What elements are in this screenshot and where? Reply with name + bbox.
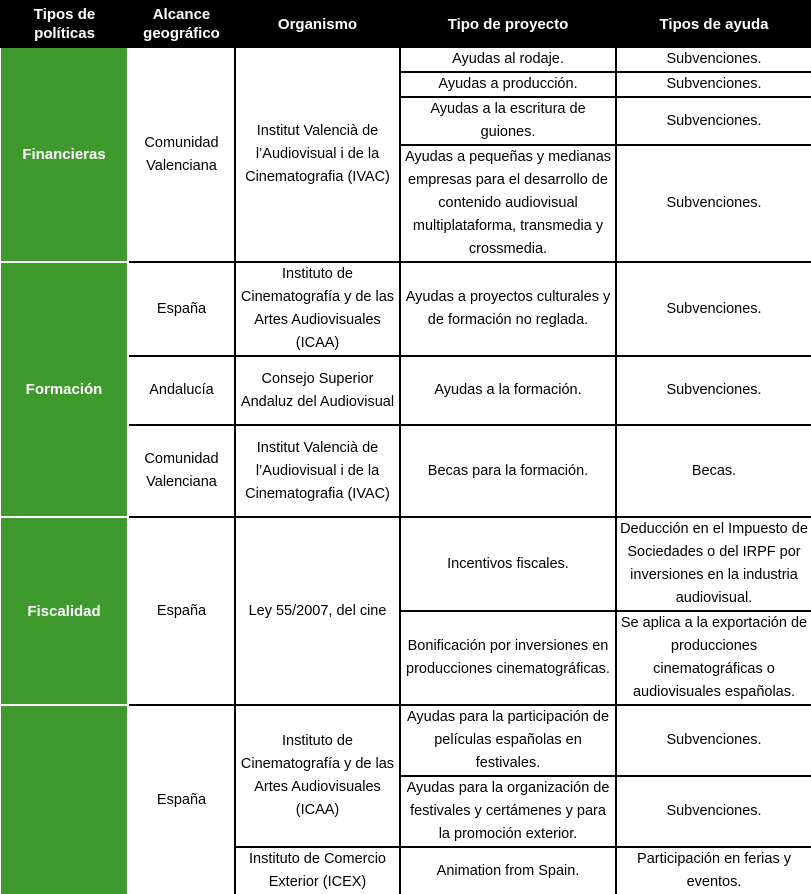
ayuda-cell: Subvenciones. bbox=[616, 262, 811, 356]
ayuda-cell: Subvenciones. bbox=[616, 97, 811, 145]
organismo-cell: Institut Valencià de l’Audiovisual i de la Cinematografia (IVAC) bbox=[235, 425, 400, 517]
policy-cell-formacion: Formación bbox=[1, 262, 128, 517]
ayuda-cell: Subvenciones. bbox=[616, 356, 811, 425]
proyecto-cell: Ayudas a la escritura de guiones. bbox=[400, 97, 616, 145]
table-row bbox=[1, 262, 811, 356]
proyecto-cell: Ayudas a la formación. bbox=[400, 356, 616, 425]
proyecto-cell: Ayudas al rodaje. bbox=[400, 47, 616, 72]
policy-cell-financieras: Financieras bbox=[1, 47, 128, 262]
proyecto-cell: Ayudas a proyectos culturales y de formación no reglada. bbox=[400, 262, 616, 356]
alcance-cell: España bbox=[128, 705, 235, 894]
alcance-cell: Andalucía bbox=[128, 356, 235, 425]
proyecto-cell: Ayudas para la organización de festivales y certámenes y para la promoción exterior. bbox=[400, 776, 616, 847]
organismo-cell: Instituto de Cinematografía y de las Artes Audiovisuales (ICAA) bbox=[235, 262, 400, 356]
proyecto-cell: Ayudas para la participación de películas españolas en festivales. bbox=[400, 705, 616, 776]
ayuda-cell: Subvenciones. bbox=[616, 705, 811, 776]
ayuda-cell: Deducción en el Impuesto de Sociedades o del IRPF por inversiones en la industria audiovisual. bbox=[616, 517, 811, 611]
proyecto-cell: Becas para la formación. bbox=[400, 425, 616, 517]
organismo-cell: Institut Valencià de l’Audiovisual i de la Cinematografia (IVAC) bbox=[235, 47, 400, 262]
proyecto-cell: Bonificación por inversiones en producciones cinematográficas. bbox=[400, 611, 616, 705]
header-tipos-ayuda: Tipos de ayuda bbox=[616, 1, 811, 47]
organismo-cell: Consejo Superior Andaluz del Audiovisual bbox=[235, 356, 400, 425]
organismo-cell: Instituto de Comercio Exterior (ICEX) bbox=[235, 847, 400, 894]
proyecto-cell: Incentivos fiscales. bbox=[400, 517, 616, 611]
proyecto-cell: Ayudas a pequeñas y medianas empresas para el desarrollo de contenido audiovisual multiplataforma, transmedia y crossmedia. bbox=[400, 145, 616, 262]
alcance-cell: España bbox=[128, 262, 235, 356]
ayuda-cell: Subvenciones. bbox=[616, 145, 811, 262]
ayuda-cell: Subvenciones. bbox=[616, 776, 811, 847]
organismo-cell: Ley 55/2007, del cine bbox=[235, 517, 400, 705]
ayuda-cell: Participación en ferias y eventos. bbox=[616, 847, 811, 894]
ayuda-cell: Becas. bbox=[616, 425, 811, 517]
ayuda-cell: Subvenciones. bbox=[616, 47, 811, 72]
header-organismo: Organismo bbox=[235, 1, 400, 47]
alcance-cell: Comunidad Valenciana bbox=[128, 47, 235, 262]
header-row bbox=[1, 1, 811, 47]
header-alcance: Alcance geográfico bbox=[128, 1, 235, 47]
proyecto-cell: Animation from Spain. bbox=[400, 847, 616, 894]
proyecto-cell: Ayudas a producción. bbox=[400, 72, 616, 97]
table-row bbox=[1, 705, 811, 776]
header-tipos-politicas: Tipos de políticas bbox=[1, 1, 128, 47]
policy-cell-fiscalidad: Fiscalidad bbox=[1, 517, 128, 705]
ayuda-cell: Subvenciones. bbox=[616, 72, 811, 97]
header-tipo-proyecto: Tipo de proyecto bbox=[400, 1, 616, 47]
table-row bbox=[1, 47, 811, 72]
organismo-cell: Instituto de Cinematografía y de las Artes Audiovisuales (ICAA) bbox=[235, 705, 400, 847]
table-row bbox=[1, 517, 811, 611]
alcance-cell: España bbox=[128, 517, 235, 705]
ayuda-cell: Se aplica a la exportación de producciones cinematográficas o audiovisuales españolas. bbox=[616, 611, 811, 705]
alcance-cell: Comunidad Valenciana bbox=[128, 425, 235, 517]
policy-cell-promocion bbox=[1, 705, 128, 894]
